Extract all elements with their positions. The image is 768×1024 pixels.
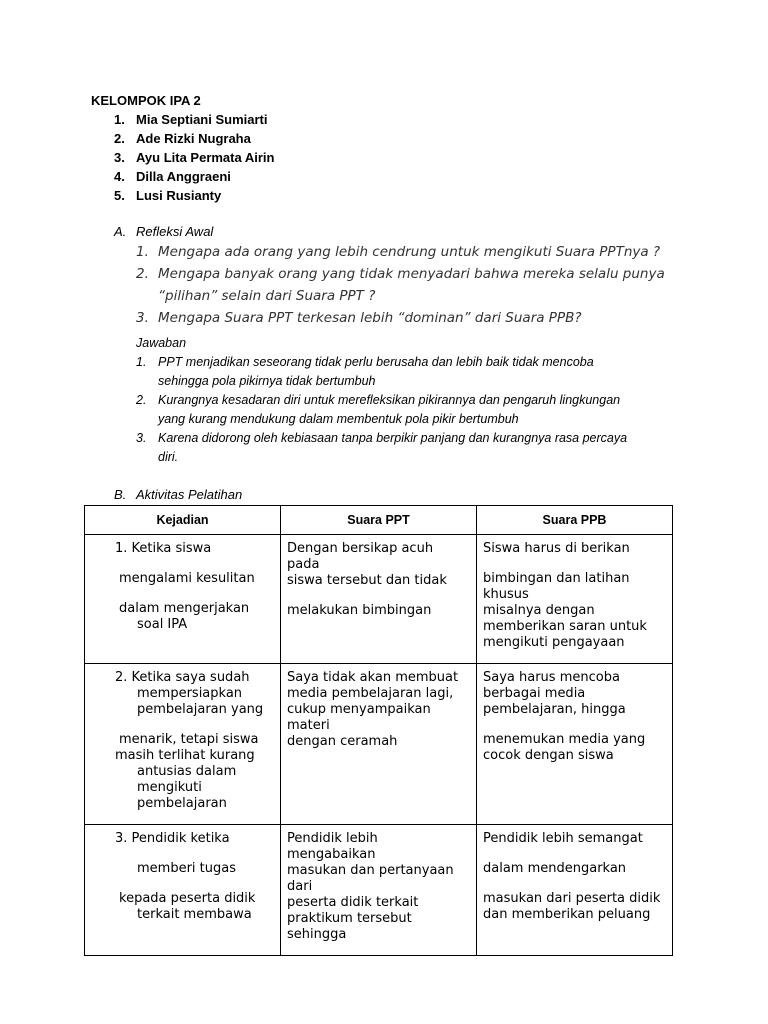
kejadian-cell: 1. Ketika siswa mengalami kesulitan dalam mengerjakan soal IPA [85,535,281,664]
answer-item: 3. Karena didorong oleh kebiasaan tanpa berpikir panjang dan kurangnya rasa percaya [136,431,628,445]
member-name: Lusi Rusianty [136,188,222,203]
member-item: 4. Dilla Anggraeni [114,169,231,184]
section-b-heading: B. Aktivitas Pelatihan [114,487,243,502]
header-suara-ppb: Suara PPB [477,506,673,535]
header-suara-ppt: Suara PPT [281,506,477,535]
member-item: 1. Mia Septiani Sumiarti [114,112,268,127]
suara-ppt-cell: Pendidik lebih mengabaikan masukan dan pertanyaan dari peserta didik terkait praktikum tersebut sehingga [281,825,477,956]
suara-ppb-cell: Saya harus mencoba berbagai media pembelajaran, hingga menemukan media yang cocok dengan siswa [477,664,673,825]
answer-item: 2. Kurangnya kesadaran diri untuk merefleksikan pikirannya dan pengaruh lingkungan [136,393,621,407]
answer-continuation: yang kurang mendukung dalam membentuk pola pikir bertumbuh [158,412,519,426]
member-name: Mia Septiani Sumiarti [136,112,268,127]
answer-continuation: sehingga pola pikirnya tidak bertumbuh [158,374,376,388]
question-item: 3. Mengapa Suara PPT terkesan lebih “dominan” dari Suara PPB? [136,310,582,326]
suara-ppb-cell: Pendidik lebih semangat dalam mendengarkan masukan dari peserta didik dan memberikan peluang [477,825,673,956]
question-continuation: “pilihan” selain dari Suara PPT ? [158,288,376,304]
answer-item: 1. PPT menjadikan seseorang tidak perlu berusaha dan lebih baik tidak mencoba [136,355,594,369]
member-name: Ayu Lita Permata Airin [136,150,275,165]
section-a-heading: A. Refleksi Awal [114,224,214,239]
suara-ppb-cell: Siswa harus di berikan bimbingan dan latihan khusus misalnya dengan memberikan saran untuk mengikuti pengayaan [477,535,673,664]
suara-ppt-cell: Saya tidak akan membuat media pembelajaran lagi, cukup menyampaikan materi dengan ceramah [281,664,477,825]
member-item: 5. Lusi Rusianty [114,188,222,203]
activity-table-wrapper [84,505,672,942]
member-item: 3. Ayu Lita Permata Airin [114,150,275,165]
kejadian-cell: 3. Pendidik ketika memberi tugas kepada peserta didik terkait membawa [85,825,281,956]
table-header-row [85,506,673,535]
document-title: KELOMPOK IPA 2 [91,93,201,108]
member-item: 2. Ade Rizki Nugraha [114,131,251,146]
jawaban-label: Jawaban [136,336,187,350]
member-name: Ade Rizki Nugraha [136,131,251,146]
table-row [85,535,673,664]
suara-ppt-cell: Dengan bersikap acuh pada siswa tersebut dan tidak melakukan bimbingan [281,535,477,664]
answer-continuation: diri. [158,450,179,464]
kejadian-cell: 2. Ketika saya sudah mempersiapkan pembelajaran yang menarik, tetapi siswa masih terlihat kurang antusias dalam mengikuti pembelajaran [85,664,281,825]
table-row [85,664,673,825]
member-name: Dilla Anggraeni [136,169,231,184]
table-row [85,825,673,956]
question-item: 2. Mengapa banyak orang yang tidak menyadari bahwa mereka selalu punya [136,266,665,282]
header-kejadian: Kejadian [85,506,281,535]
activity-table [84,505,673,956]
question-item: 1. Mengapa ada orang yang lebih cendrung untuk mengikuti Suara PPTnya ? [136,244,661,260]
